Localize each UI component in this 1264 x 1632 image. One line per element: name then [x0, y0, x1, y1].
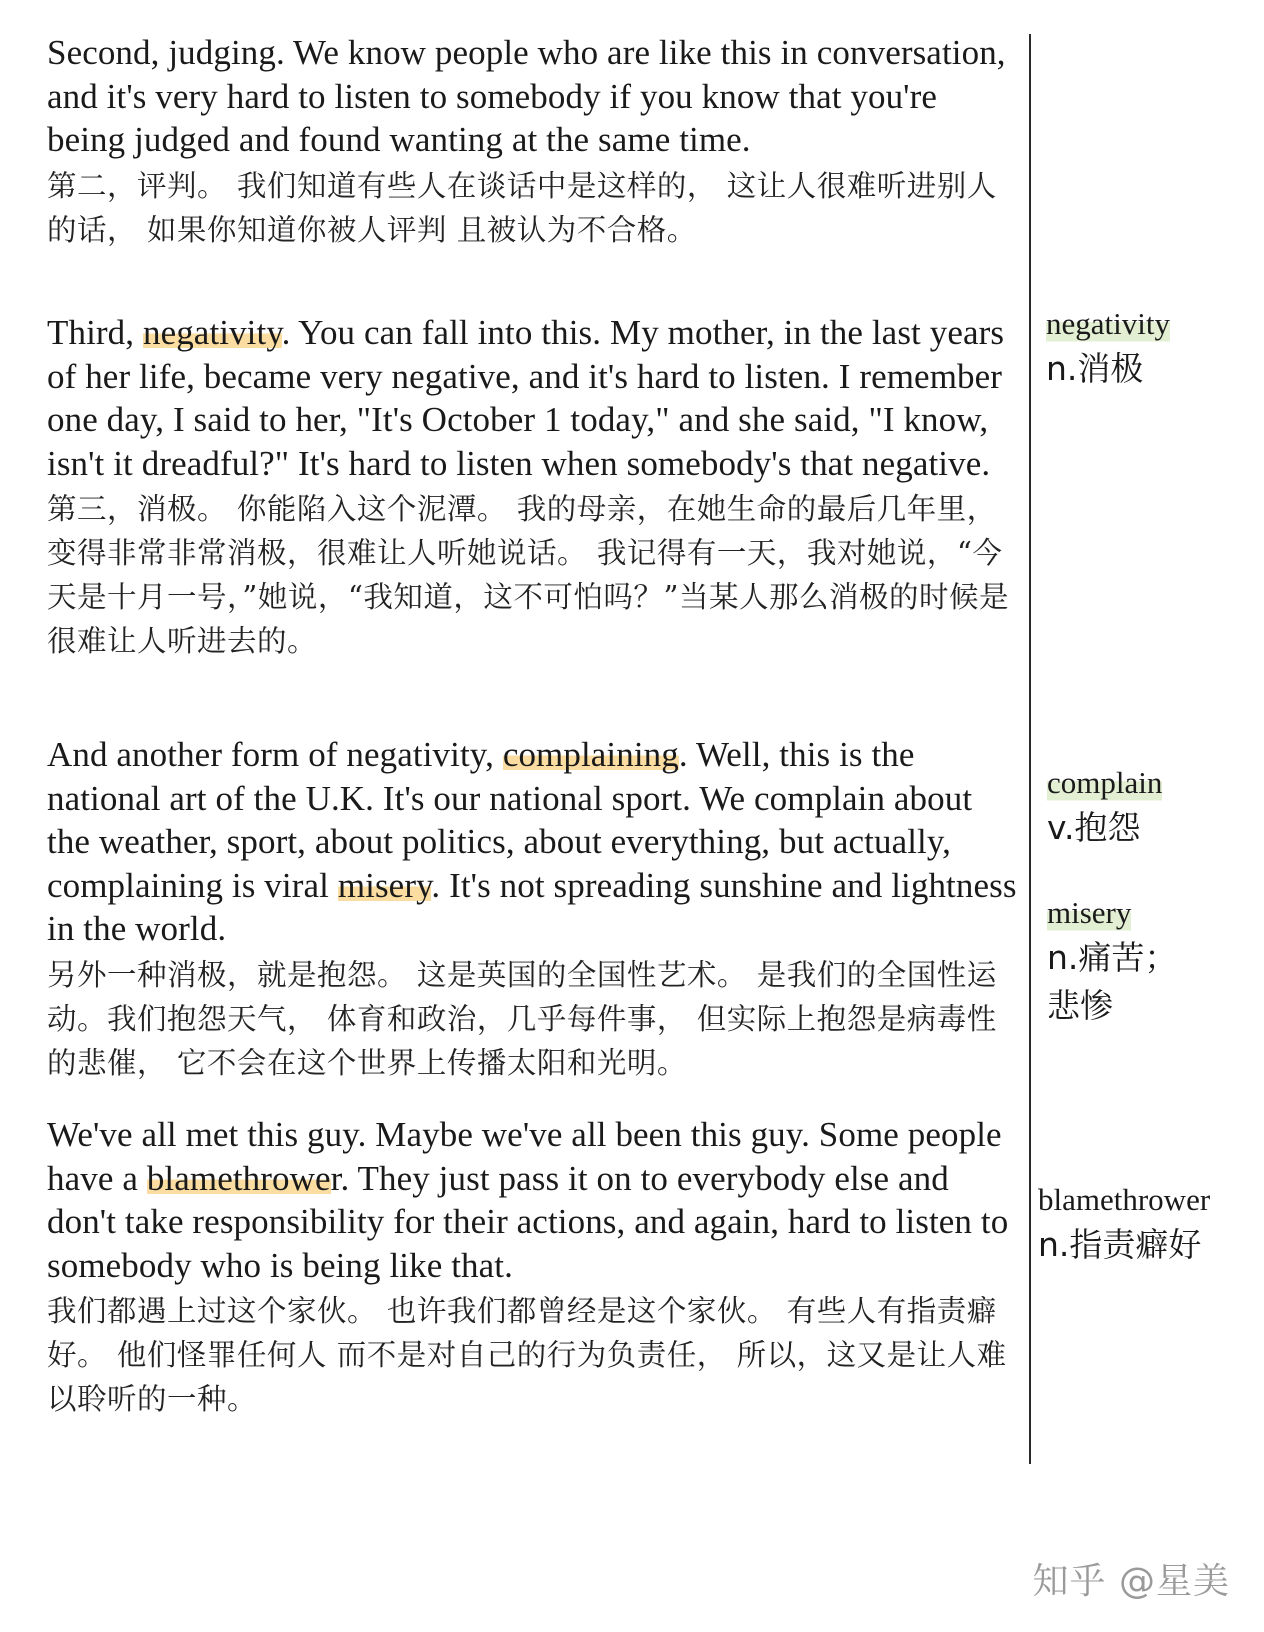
- english-text: [47, 733, 1022, 951]
- vocab-definition: n.消极: [1046, 349, 1144, 388]
- vocab-note-blamethrower: [1038, 1179, 1210, 1269]
- chinese-translation: 另外一种消极，就是抱怨。 这是英国的全国性艺术。 是我们的全国性运动。我们抱怨天气， 体育和政治，几乎每件事， 但实际上抱怨是病毒性的悲催， 它不会在这个世界上传播太阳和光明。: [47, 957, 997, 1080]
- text-run: . Well, this is the national art of the U.K. It's our national sport. We complain about the weather, sport, about politics, about everything, but actually, complaining is viral: [47, 735, 973, 905]
- text-run: . It's not spreading sunshine and lightness in the world.: [47, 865, 1017, 948]
- vocab-word: complain: [1047, 762, 1162, 804]
- watermark: 知乎 @星美: [1032, 1561, 1230, 1602]
- paragraph-judging: [47, 31, 1022, 252]
- text-run: . You can fall into this. My mother, in the last years of her life, became very negative, and it's hard to listen. I remember one day, I said to her, "It's October 1 today," and she said, "I know, isn't it dreadful?" It's hard to listen when somebody's that negative.: [47, 313, 1005, 483]
- paragraph-complaining: [47, 733, 1022, 1085]
- vocab-definition: n.痛苦；: [1047, 938, 1178, 977]
- highlighted-term: misery: [337, 865, 432, 905]
- english-text: [47, 311, 1022, 485]
- vocab-note-complain: [1047, 762, 1162, 852]
- vocab-definition: n.指责癖好: [1038, 1225, 1202, 1264]
- text-run: Third,: [47, 313, 143, 352]
- vocab-word: blamethrower: [1038, 1182, 1211, 1217]
- text-run: r. They just pass it on to everybody else and don't take responsibility for their actions, and again, hard to listen to somebody who is being like that.: [47, 1158, 1009, 1285]
- highlighted-term: blamethrowe: [146, 1158, 331, 1198]
- paragraph-blamethrower: [47, 1113, 1022, 1421]
- vocab-note-misery: [1047, 892, 1177, 1030]
- chinese-translation: 我们都遇上过这个家伙。 也许我们都曾经是这个家伙。 有些人有指责癖好。 他们怪罪任何人 而不是对自己的行为负责任， 所以，这又是让人难以聆听的一种。: [47, 1294, 1007, 1416]
- highlighted-term: negativity: [142, 313, 282, 352]
- text-run: We've all met this guy. Maybe we've all been this guy. Some people have a: [47, 1115, 1002, 1198]
- margin-divider: [1029, 34, 1031, 1464]
- chinese-translation: 第三，消极。 你能陷入这个泥潭。 我的母亲，在她生命的最后几年里， 变得非常非常消极，很难让人听她说话。 我记得有一天，我对她说，“今天是十月一号，”她说，“我知道，这不可怕吗？”当某人那么消极的时候是很难让人听进去的。: [47, 492, 1009, 658]
- vocab-word: negativity: [1046, 303, 1170, 345]
- chinese-translation: 第二，评判。 我们知道有些人在谈话中是这样的， 这让人很难听进别人的话， 如果你知道你被人评判 且被认为不合格。: [47, 168, 997, 247]
- paragraph-negativity: [47, 311, 1022, 663]
- highlighted-term: complaining: [502, 735, 679, 774]
- text-run: Second, judging. We know people who are like this in conversation, and it's very hard to listen to somebody if you know that you're being judged and found wanting at the same time.: [47, 33, 1006, 159]
- english-text: [47, 1113, 1022, 1287]
- vocab-word: misery: [1047, 892, 1131, 934]
- vocab-definition: v.抱怨: [1047, 808, 1141, 847]
- vocab-note-negativity: [1046, 303, 1170, 393]
- text-run: And another form of negativity,: [47, 735, 503, 774]
- vocab-definition: 悲惨: [1047, 986, 1113, 1025]
- english-text: [47, 31, 1022, 162]
